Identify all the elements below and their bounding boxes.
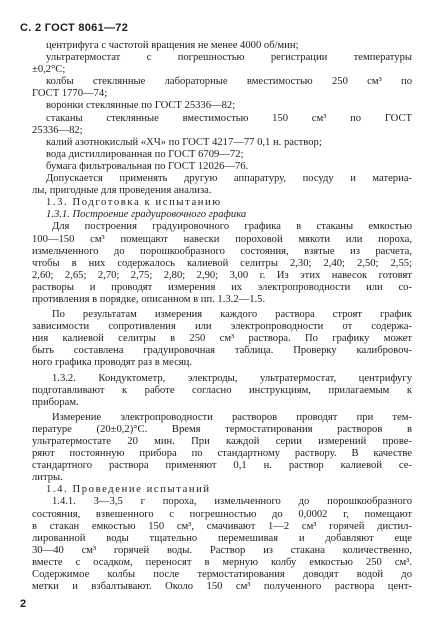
text-line: Измерение электропроводности растворов проводят при тем- (52, 411, 412, 423)
text-line: в стакан емкостью 150 см³, смачивают 1—2 см³ горячей дистил- (32, 520, 412, 532)
subsection-heading: 1.3.1. Построение градуировочного графика (46, 209, 247, 221)
text-line: 25336—82; (32, 124, 83, 136)
text-line: центрифуга с частотой вращения не менее 4000 об/мин; (46, 40, 299, 51)
text-line: По результатам измерения каждого раствора строят график (52, 309, 412, 321)
text-line: метки и взбалтывают. Около 150 см³ полученного раствора цент- (32, 581, 412, 593)
text-line: 1.3.2. Кондуктометр, электроды, ультратермостат, центрифугу (52, 372, 412, 384)
text-line: воронки стеклянные по ГОСТ 25336—82; (46, 100, 236, 112)
text-line: Допускается применять другую аппаратуру, посуду и материа- (46, 173, 412, 185)
text-line: подготавливают к работе согласно инструкциям, прилагаемым к (32, 384, 412, 396)
text-line: растворы и проводят измерения их электропроводности или со- (32, 281, 412, 293)
text-line: измельченного до порошкообразного состояния, взятые из расчета, (32, 245, 412, 257)
section-heading: 1.4. Проведение испытаний (46, 484, 211, 496)
section-heading: 1.3. Подготовка к испытанию (46, 197, 222, 209)
text-line: быть составлена градуировочная таблица. Проверку калибровоч- (32, 345, 412, 357)
text-line: ного графика проводят раз в месяц. (32, 357, 192, 369)
text-line: ния калиевой селитры в 250 см³ раствора. По графику может (32, 333, 412, 345)
text-line: зависимости сопротивления или электропроводности от содержа- (32, 321, 412, 333)
text-line: стаканы стеклянные вместимостью 150 см³ по ГОСТ (46, 112, 412, 124)
text-line: вместе с осадком, переносят в мерную колбу емкостью 250 см³. (32, 556, 412, 568)
text-line: Для построения градуировочного графика в стаканы емкостью (52, 221, 412, 233)
text-line: бумага фильтровальная по ГОСТ 12026—76. (46, 160, 249, 172)
text-line: ГОСТ 1770—74; (32, 88, 108, 100)
text-line: лы, пригодные для проведения анализа. (32, 185, 212, 197)
text-line: калий азотнокислый «ХЧ» по ГОСТ 4217—77 0,1 н. раствор; (46, 136, 322, 148)
text-line: ряют постоянную прибора по стандартному раствору. В качестве (32, 448, 412, 460)
text-line: литры. (32, 472, 63, 484)
text-line: ультратермостат с погрешностью регистрации температуры (46, 52, 412, 64)
text-line: ±0,2°С; (32, 64, 66, 76)
text-line: стандартного раствора применяют 0,1 н. раствор калиевой се- (32, 460, 412, 472)
text-line: 1.4.1. 3—3,5 г пороха, измельченного до порошкообразного (52, 496, 412, 508)
text-line: противления в порядке, описанном в пп. 1.3.2—1.5. (32, 293, 266, 305)
text-line: колбы стеклянные лабораторные вместимостью 250 см³ по (46, 76, 412, 88)
page-number: 2 (20, 598, 27, 610)
text-line: приборам. (32, 396, 79, 408)
text-line: ультратермостате 20 мин. При каждой серии измерений прове- (32, 436, 412, 447)
document-body (32, 40, 412, 593)
text-line: 100—150 см³ помещают навески пороховой мякоти или пороха, (32, 233, 412, 245)
text-line: лированной воды тщательно перемешивая и добавляют еще (32, 532, 412, 544)
text-line: состояния, взвешенного с погрешностью до 0,0002 г, помещают (32, 508, 412, 520)
text-line: Содержимое колбы после термостатирования доводят водой до (32, 569, 412, 581)
text-line: пературе (20±0,2)°С. Время термостатирования растворов в (32, 423, 412, 435)
text-line: вода дистиллированная по ГОСТ 6709—72; (46, 148, 244, 160)
text-line: чтобы в них содержалось калиевой селитры 2,30; 2,40; 2,50; 2,55; (32, 257, 412, 269)
page-header: С. 2 ГОСТ 8061—72 (20, 22, 129, 34)
text-line: 30—40 см³ горячей воды. Раствор из стакана количественно, (32, 544, 412, 556)
text-line: 2,60; 2,65; 2,70; 2,75; 2,80; 2,90; 3,00 г. Из этих навесок готовят (32, 269, 412, 281)
